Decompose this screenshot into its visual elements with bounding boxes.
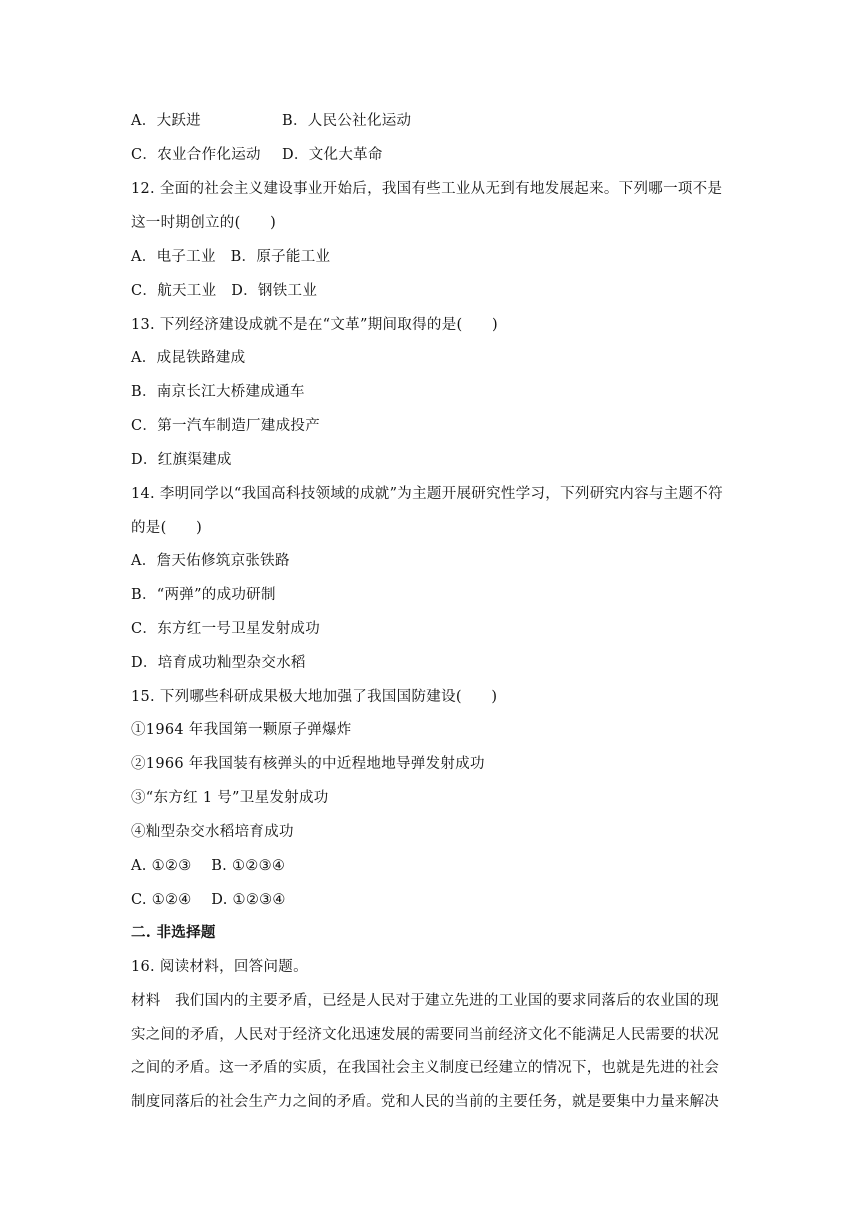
q14-stem-line1: 14. 李明同学以“我国高科技领域的成就”为主题开展研究性学习，下列研究内容与主题不符	[131, 486, 723, 502]
q11-option-a: A．大跃进	[131, 113, 201, 129]
q16-material-line2: 实之间的矛盾，人民对于经济文化迅速发展的需要同当前经济文化不能满足人民需要的状况	[131, 1027, 719, 1043]
q13-option-d: D．红旗渠建成	[131, 452, 232, 468]
q15-item-3: ③“东方红 1 号”卫星发射成功	[131, 790, 329, 806]
q15-item-2: ②1966 年我国装有核弹头的中近程地地导弹发射成功	[131, 756, 485, 772]
q11-option-d: D．文化大革命	[282, 147, 383, 163]
q14-option-d: D．培育成功籼型杂交水稻	[131, 655, 306, 671]
section-heading: 二. 非选择题	[131, 924, 216, 941]
q12-options-ab: A．电子工业 B．原子能工业	[131, 249, 331, 265]
q14-option-b: B．“两弹”的成功研制	[131, 587, 276, 603]
q12-stem-line1: 12. 全面的社会主义建设事业开始后，我国有些工业从无到有地发展起来。下列哪一项不是	[131, 181, 723, 197]
q12-stem-line2: 这一时期创立的( )	[131, 215, 277, 231]
q13-option-c: C．第一汽车制造厂建成投产	[131, 418, 320, 434]
q13-stem: 13. 下列经济建设成就不是在“文革”期间取得的是( )	[131, 317, 499, 333]
q15-item-1: ①1964 年我国第一颗原子弹爆炸	[131, 722, 352, 738]
q11-options-row2	[131, 145, 383, 165]
q14-stem-line2: 的是( )	[131, 520, 203, 536]
q15-options-cd: C. ①②④ D. ①②③④	[131, 892, 286, 908]
q16-stem: 16. 阅读材料，回答问题。	[131, 959, 308, 975]
q13-option-a: A．成昆铁路建成	[131, 350, 246, 366]
q12-options-cd: C．航天工业 D．钢铁工业	[131, 283, 318, 299]
q11-options-row1	[131, 111, 412, 131]
q16-material-line4: 制度同落后的社会生产力之间的矛盾。党和人民的当前的主要任务，就是要集中力量来解决	[131, 1094, 719, 1110]
q15-item-4: ④籼型杂交水稻培育成功	[131, 824, 294, 840]
q15-options-ab: A. ①②③ B. ①②③④	[131, 858, 286, 874]
q14-option-c: C．东方红一号卫星发射成功	[131, 621, 320, 637]
q16-material-line3: 之间的矛盾。这一矛盾的实质，在我国社会主义制度已经建立的情况下，也就是先进的社会	[131, 1060, 719, 1076]
q11-option-c: C．农业合作化运动	[131, 147, 261, 163]
q14-option-a: A．詹天佑修筑京张铁路	[131, 553, 290, 569]
q13-option-b: B．南京长江大桥建成通车	[131, 384, 305, 400]
q11-option-b: B．人民公社化运动	[282, 113, 412, 129]
q15-stem: 15. 下列哪些科研成果极大地加强了我国国防建设( )	[131, 689, 498, 705]
q16-material-line1: 材料 我们国内的主要矛盾，已经是人民对于建立先进的工业国的要求同落后的农业国的现	[131, 993, 719, 1009]
